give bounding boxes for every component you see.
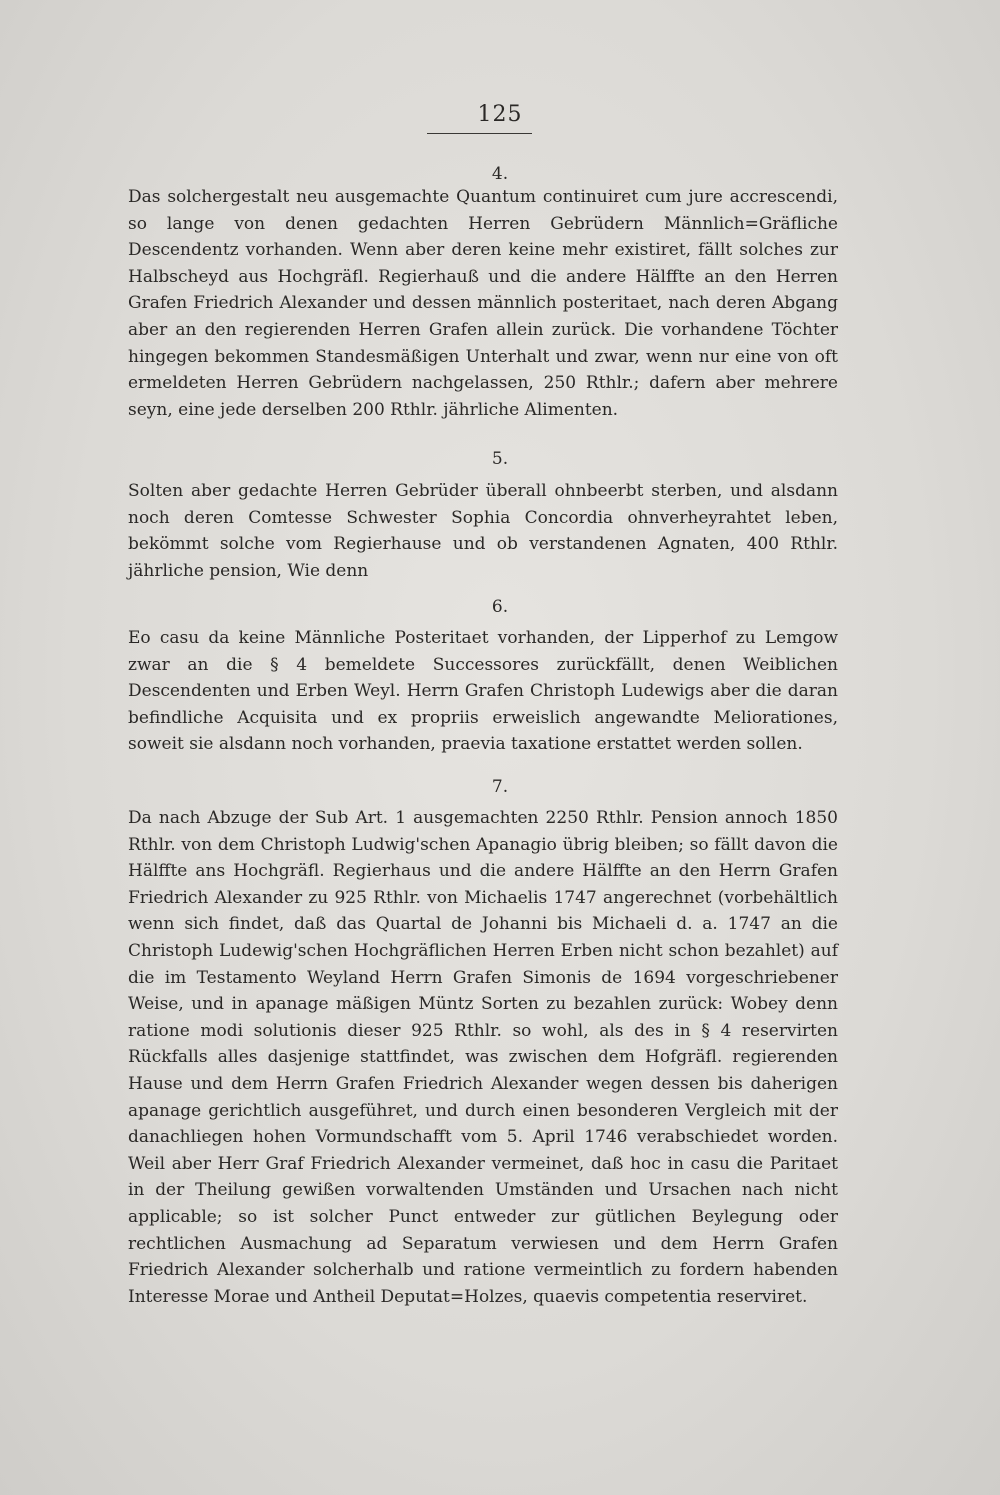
paragraph-text: Solten aber gedachte Herren Gebrüder überall ohnbeerbt sterben, und alsdann noch deren Comtesse Schwester Sophia Concordia ohnverheyrahtet leben, bekömmt solche vom Regierhause und ob verstandenen Agnaten, 400 Rthlr. jährliche pension, Wie denn	[128, 481, 838, 581]
header-rule	[427, 133, 532, 134]
section-number: 5.	[491, 449, 509, 469]
section-paragraph	[128, 805, 838, 1310]
section-number: 6.	[491, 597, 509, 617]
paragraph-text: Da nach Abzuge der Sub Art. 1 ausgemachten 2250 Rthlr. Pension annoch 1850 Rthlr. von dem Christoph Ludwig'schen Apanagio übrig bleiben; so fällt davon die Hälffte ans Hochgräfl. Regierhaus und die andere Hälffte an den Herrn Grafen Friedrich Alexander zu 925 Rthlr. von Michaelis 1747 angerechnet (vorbehältlich wenn sich findet, daß das Quartal de Johanni bis Michaeli d. a. 1747 an die Christoph Ludewig'schen Hochgräflichen Herren Erben nicht schon bezahlet) auf die im Testamento Weyland Herrn Grafen Simonis de 1694 vorgeschriebener Weise, und in apanage mäßigen Müntz Sorten zu bezahlen zurück: Wobey denn ratione modi solutionis dieser 925 Rthlr. so wohl, als des in § 4 reservirten Rückfalls alles dasjenige stattfindet, was zwischen dem Hofgräfl. regierenden Hause und dem Herrn Grafen Friedrich Alexander wegen dessen bis daherigen apanage gerichtlich ausgeführet, und durch einen besonderen Vergleich mit der danachliegen hohen Vormundschafft vom 5. April 1746 verabschiedet worden. Weil aber Herr Graf Friedrich Alexander vermeinet, daß hoc in casu die Paritaet in der Theilung gewißen vorwaltenden Umständen und Ursachen nach nicht applicable; so ist solcher Punct entweder zur gütlichen Beylegung oder rechtlichen Ausmachung ad Separatum verwiesen und dem Herrn Grafen Friedrich Alexander solcherhalb und ratione vermeintlich zu fordern habenden Interesse Morae und Antheil Deputat=Holzes, quaevis competentia reserviret.	[128, 808, 838, 1307]
section-number: 7.	[491, 777, 509, 797]
section-paragraph	[128, 625, 838, 758]
paragraph-text: Eo casu da keine Männliche Posteritaet vorhanden, der Lipperhof zu Lemgow zwar an die § 4 bemeldete Successores zurückfällt, denen Weiblichen Descendenten und Erben Weyl. Herrn Grafen Christoph Ludewigs aber die daran befindliche Acquisita und ex propriis erweislich angewandte Meliorationes, soweit sie alsdann noch vorhanden, praevia taxatione erstattet werden sollen.	[128, 628, 838, 755]
section-paragraph	[128, 184, 838, 423]
page-number: 125	[477, 102, 523, 127]
section-paragraph	[128, 478, 838, 584]
section-number: 4.	[491, 164, 509, 184]
paragraph-text: Das solchergestalt neu ausgemachte Quantum continuiret cum jure accrescendi, so lange von denen gedachten Herren Gebrüdern Männlich=Gräfliche Descendentz vorhanden. Wenn aber deren keine mehr existiret, fällt solches zur Halbscheyd aus Hochgräfl. Regierhauß und die andere Hälffte an den Herren Grafen Friedrich Alexander und dessen männlich posteritaet, nach deren Abgang aber an den regierenden Herren Grafen allein zurück. Die vorhandene Töchter hingegen bekommen Standesmäßigen Unterhalt und zwar, wenn nur eine von oft ermeldeten Herren Gebrüdern nachgelassen, 250 Rthlr.; dafern aber mehrere seyn, eine jede derselben 200 Rthlr. jährliche Alimenten.	[128, 187, 838, 420]
